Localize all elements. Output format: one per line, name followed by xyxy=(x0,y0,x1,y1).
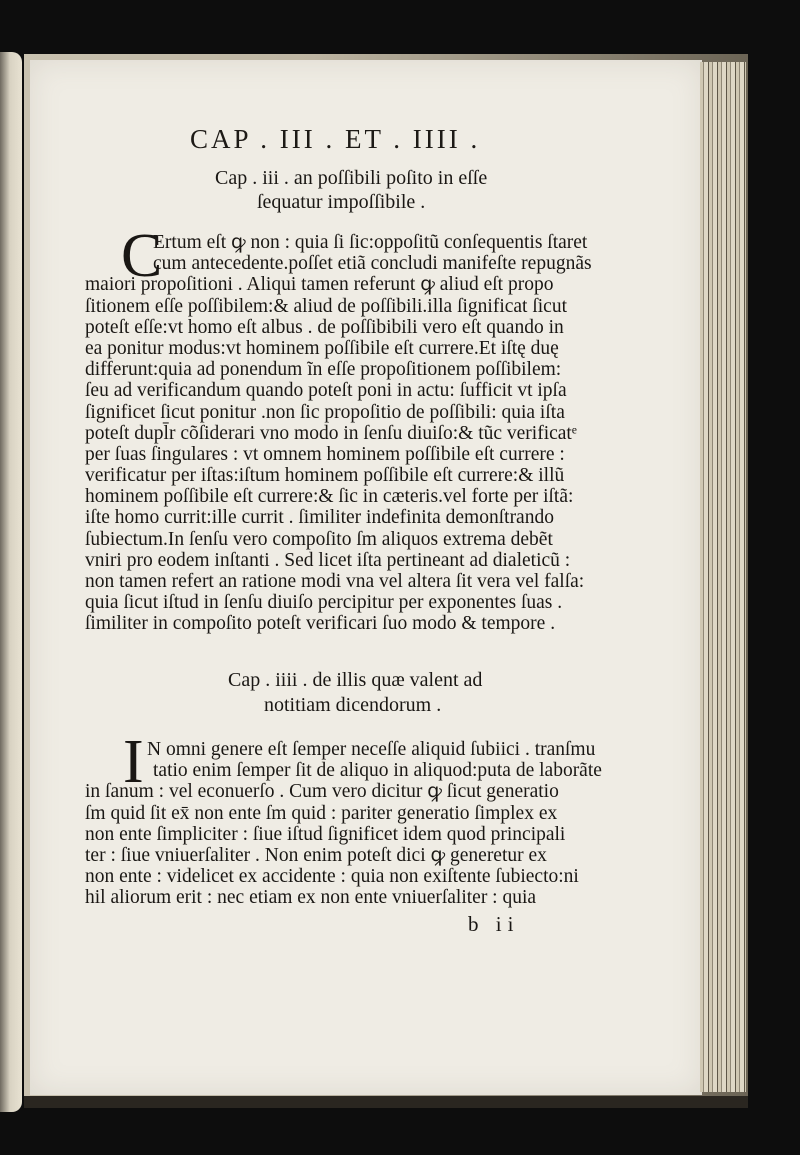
chapter-4-initial: I xyxy=(123,728,144,796)
chapter-3-line: Ertum eſt ꝙ non : quia ſi ſic:oppoſitũ conſequentis ſtaret xyxy=(153,232,588,253)
chapter-3-line: iſte homo currit:ille currit . ſimiliter indefinita demonſtrando xyxy=(85,507,554,529)
chapter-4-line: tatio enim ſemper ſit de aliquo in aliquod:puta de laborãte xyxy=(153,760,602,782)
chapter-3-line: hominem poſſibile eſt currere:& ſic in cæteris.vel forte per iſtã: xyxy=(85,486,574,508)
page-bottom-shadow xyxy=(24,1096,748,1108)
chapter-3-line: ſitionem eſſe poſſibilem:& aliud de poſſibili.illa ſignificat ſicut xyxy=(85,295,567,317)
chapter-4-line: N omni genere eſt ſemper neceſſe aliquid ſubiici . tranſmu xyxy=(147,739,596,760)
chapter-3-line: non tamen refert an ratione modi vna vel altera ſit vera vel falſa: xyxy=(85,571,585,592)
chapter-3-line: ea ponitur modus:vt hominem poſſibile eſt currere.Et iſtę duę xyxy=(85,337,559,359)
chapter-4-heading-line-2: notitiam dicendorum . xyxy=(264,694,442,716)
running-head: CAP . III . ET . IIII . xyxy=(190,124,481,154)
chapter-3-line: ſubiectum.In ſenſu vero compoſito ſm aliquos extrema debẽt xyxy=(85,528,553,550)
chapter-4-line: hil aliorum erit : nec etiam ex non ente vniuerſaliter : quia xyxy=(85,887,537,909)
chapter-4-line: ſm quid ſit ex̄ non ente ſm quid : pariter generatio ſimplex ex xyxy=(85,802,558,824)
chapter-3-line: quia ſicut iſtud in ſenſu diuiſo percipitur per exponentes ſuas . xyxy=(85,592,563,614)
chapter-3-line: ſeu ad verificandum quando poteſt poni in actu: ſufficit vt ipſa xyxy=(85,380,567,402)
chapter-4-line: ter : ſiue vniuerſaliter . Non enim poteſt dici ꝙ generetur ex xyxy=(85,844,547,866)
page-edges xyxy=(700,62,746,1092)
chapter-4-heading-line-1: Cap . iiii . de illis quæ valent ad xyxy=(228,669,483,691)
chapter-3-line: vniri pro eodem inſtanti . Sed licet iſta pertineant ad dialeticũ : xyxy=(85,549,571,571)
book-left-edge xyxy=(0,52,22,1112)
chapter-4-body xyxy=(85,739,602,909)
chapter-3-line: verificatur per iſtas:iſtum hominem poſſibile eſt currere:& illũ xyxy=(85,465,565,487)
chapter-4-line: in ſanum : vel econuerſo . Cum vero dicitur ꝙ ſicut generatio xyxy=(85,781,559,803)
chapter-3-line: poteſt eſſe:vt homo eſt albus . de poſſibibili vero eſt quando in xyxy=(85,316,564,338)
chapter-3-line: per ſuas ſingulares : vt omnem hominem poſſibile eſt currere : xyxy=(85,443,565,465)
signature-mark: b ii xyxy=(468,912,520,936)
chapter-3-heading-line-2: ſequatur impoſſibile . xyxy=(257,191,426,213)
chapter-3-line: ſimiliter in compoſito poteſt verificari ſuo modo & tempore . xyxy=(85,613,556,635)
chapter-3-heading-line-1: Cap . iii . an poſſibili poſito in eſſe xyxy=(215,167,488,189)
chapter-3-line: cum antecedente.poſſet etiã concludi manifeſte repugnãs xyxy=(153,253,592,275)
chapter-3-body xyxy=(85,232,592,635)
chapter-4-line: non ente ſimpliciter : ſiue iſtud ſignificet idem quod principali xyxy=(85,823,566,845)
chapter-3-line: differunt:quia ad ponendum ĩn eſſe propoſitionem poſſibilem: xyxy=(85,359,562,381)
chapter-3-line: poteſt dupl̄r cõſiderari vno modo in ſenſu diuiſo:& tũc verificatᵉ xyxy=(85,422,577,444)
chapter-4-line: non ente : videlicet ex accidente : quia non exiſtente ſubiecto:ni xyxy=(85,866,579,888)
chapter-3-line: ſignificet ſicut ponitur .non ſic propoſitio de poſſibili: quia iſta xyxy=(85,401,565,423)
chapter-3-initial: C xyxy=(121,222,163,290)
chapter-3-line: maiori propoſitioni . Aliqui tamen referunt ꝙ aliud eſt propo xyxy=(85,274,554,296)
